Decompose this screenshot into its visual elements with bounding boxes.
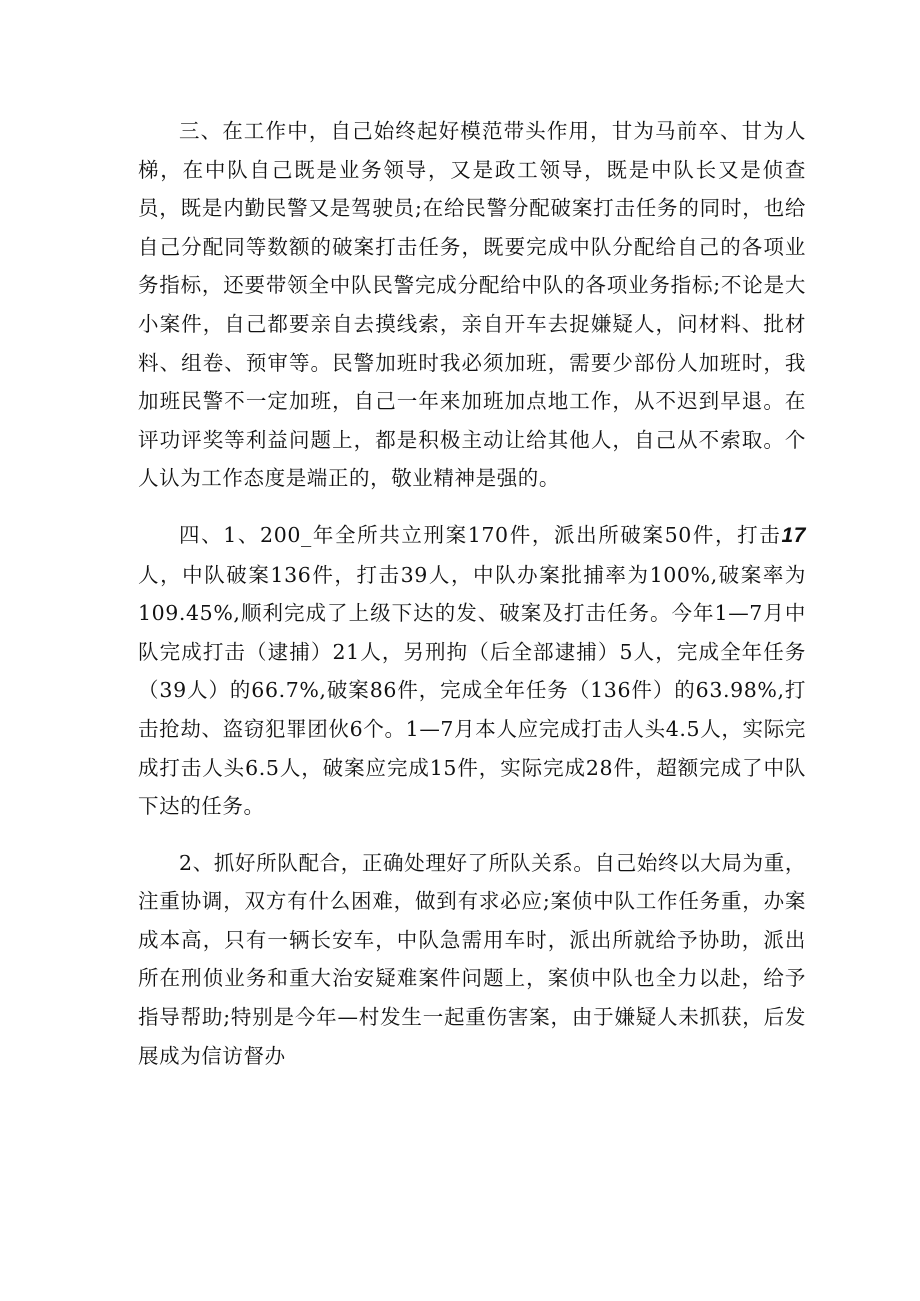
- paragraph-section-four-statistics: [138, 516, 806, 826]
- paragraph-section-four-text-after: 人，中队破案136件，打击39人，中队办案批捕率为100%,破案率为109.45%,顺利完成了上级下达的发、破案及打击任务。今年1—7月中队完成打击（逮捕）21人，另刑拘（后全部逮捕）5人，完成全年任务（39人）的66.7%,破案86件，完成全年任务（136件）的63.98%,打击抢劫、盗窃犯罪团伙6个。1—7月本人应完成打击人头4.5人，实际完成打击人头6.5人，破案应完成15件，实际完成28件，超额完成了中队下达的任务。: [138, 562, 806, 819]
- paragraph-section-three: [138, 112, 806, 498]
- paragraph-section-three-text: 三、在工作中，自己始终起好模范带头作用，甘为马前卒、甘为人梯，在中队自己既是业务领导，又是政工领导，既是中队长又是侦查员，既是内勤民警又是驾驶员;在给民警分配破案打击任务的同时，也给自己分配同等数额的破案打击任务，既要完成中队分配给自己的各项业务指标，还要带领全中队民警完成分配给中队的各项业务指标;不论是大小案件，自己都要亲自去摸线索，亲自开车去捉嫌疑人，问材料、批材料、组卷、预审等。民警加班时我必须加班，需要少部份人加班时，我加班民警不一定加班，自己一年来加班加点地工作，从不迟到早退。在评功评奖等利益问题上，都是积极主动让给其他人，自己从不索取。个人认为工作态度是端正的，敬业精神是强的。: [138, 119, 806, 491]
- document-page: [138, 112, 806, 1075]
- emphasized-number: 17: [781, 523, 806, 547]
- paragraph-section-four-text-before: 四、1、200_年全所共立刑案170件，派出所破案50件，打击: [179, 522, 782, 547]
- paragraph-cooperation-text: 2、抓好所队配合，正确处理好了所队关系。自己始终以大局为重，注重协调，双方有什么困难，做到有求必应;案侦中队工作任务重，办案成本高，只有一辆长安车，中队急需用车时，派出所就给予协助，派出所在刑侦业务和重大治安疑难案件问题上，案侦中队也全力以赴，给予指导帮助;特别是今年—村发生一起重伤害案，由于嫌疑人未抓获，后发展成为信访督办: [138, 850, 806, 1068]
- paragraph-cooperation: [138, 844, 806, 1076]
